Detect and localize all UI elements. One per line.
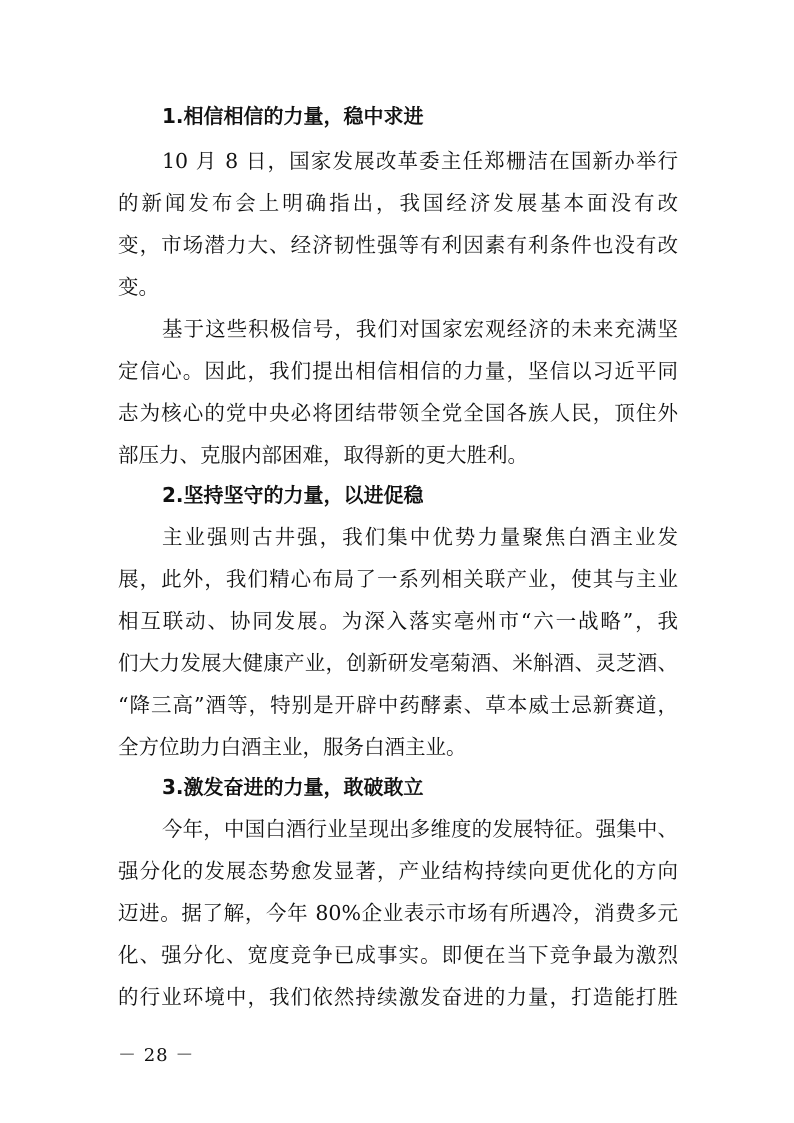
- paragraph-line: 强分化的发展态势愈发显著，产业结构持续向更优化的方向: [118, 859, 678, 883]
- paragraph-line: 定信心。因此，我们提出相信相信的力量，坚信以习近平同: [118, 359, 678, 383]
- paragraph-line: 的新闻发布会上明确指出，我国经济发展基本面没有改: [118, 191, 678, 215]
- paragraph-line: 主业强则古井强，我们集中优势力量聚焦白酒主业发: [162, 525, 678, 549]
- paragraph-line: 变。: [118, 275, 159, 299]
- section-heading-2: 2.坚持坚守的力量，以进促稳: [162, 483, 424, 507]
- section-heading-1: 1.相信相信的力量，稳中求进: [162, 104, 424, 128]
- paragraph-line: 展，此外，我们精心布局了一系列相关联产业，使其与主业: [118, 567, 678, 591]
- paragraph-line: 迈进。据了解，今年 80%企业表示市场有所遇冷，消费多元: [118, 901, 678, 925]
- paragraph-line: 的行业环境中，我们依然持续激发奋进的力量，打造能打胜: [118, 985, 678, 1009]
- paragraph-line: 化、强分化、宽度竞争已成事实。即便在当下竞争最为激烈: [118, 943, 678, 967]
- paragraph-line: 10 月 8 日，国家发展改革委主任郑栅洁在国新办举行: [162, 149, 678, 173]
- paragraph-line: 基于这些积极信号，我们对国家宏观经济的未来充满坚: [162, 317, 678, 341]
- paragraph-line: 们大力发展大健康产业，创新研发亳菊酒、米斛酒、灵芝酒、: [118, 651, 678, 675]
- paragraph-line: 全方位助力白酒主业，服务白酒主业。: [118, 735, 467, 759]
- section-heading-3: 3.激发奋进的力量，敢破敢立: [162, 775, 424, 799]
- paragraph-line: 相互联动、协同发展。为深入落实亳州市“六一战略”，我: [118, 609, 678, 633]
- paragraph-line: “降三高”酒等，特别是开辟中药酵素、草本威士忌新赛道，: [118, 693, 678, 717]
- paragraph-line: 变，市场潜力大、经济韧性强等有利因素有利条件也没有改: [118, 233, 678, 257]
- page-number: － 28 －: [118, 1045, 195, 1066]
- paragraph-line: 志为核心的党中央必将团结带领全党全国各族人民，顶住外: [118, 401, 678, 425]
- paragraph-line: 部压力、克服内部困难，取得新的更大胜利。: [118, 443, 528, 467]
- paragraph-line: 今年，中国白酒行业呈现出多维度的发展特征。强集中、: [162, 817, 678, 841]
